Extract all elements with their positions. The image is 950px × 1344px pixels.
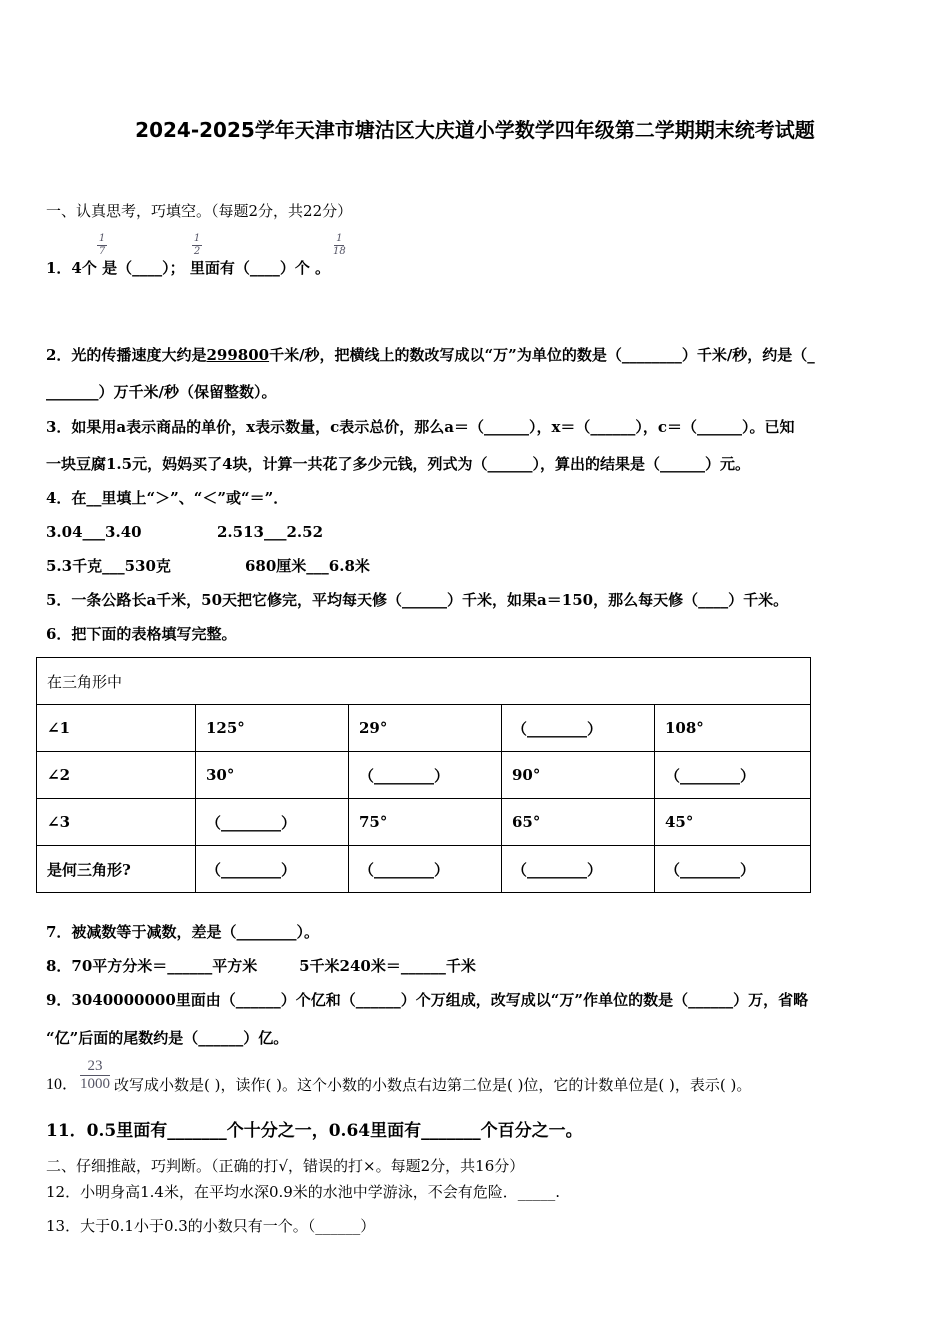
question-6: 6．把下面的表格填写完整。: [46, 625, 237, 643]
table-row: [37, 799, 811, 846]
table-cell: 90°: [502, 752, 655, 799]
question-10: 改写成小数是( )，读作( )。这个小数的小数点右边第二位是( )位，它的计数单位是( )，表示( )。: [114, 1076, 752, 1094]
table-header: 在三角形中: [37, 658, 811, 705]
table-cell: ∠2: [37, 752, 196, 799]
fraction-numerator: 23: [87, 1058, 103, 1074]
table-cell: （________）: [655, 846, 811, 893]
question-2-line-2: _______）万千米/秒（保留整数）。: [46, 383, 277, 401]
fraction-1-2: 1 2: [193, 233, 201, 257]
table-cell: 30°: [196, 752, 349, 799]
q2-post: 千米/秒，把横线上的数改写成以“万”为单位的数是（________）千米/秒，约是（_: [269, 346, 815, 364]
table-cell: （________）: [196, 799, 349, 846]
triangle-angle-table: [36, 657, 811, 893]
table-row: [37, 752, 811, 799]
table-cell: 75°: [349, 799, 502, 846]
question-12: 12．小明身高1.4米，在平均水深0.9米的水池中学游泳，不会有危险．_____.: [46, 1183, 561, 1201]
table-cell: 108°: [655, 705, 811, 752]
q10-number: 10．: [46, 1076, 79, 1093]
question-11: 11．0.5里面有_______个十分之一，0.64里面有_______个百分之一。: [46, 1121, 583, 1141]
table-row: [37, 705, 811, 752]
table-cell: 是何三角形?: [37, 846, 196, 893]
table-cell: 29°: [349, 705, 502, 752]
table-cell: 45°: [655, 799, 811, 846]
question-4: 4．在__里填上“＞”、“＜”或“＝”．: [46, 489, 289, 507]
section-1-heading: 一、认真思考，巧填空。（每题2分，共22分）: [46, 202, 353, 220]
fraction-denominator: 1000: [80, 1076, 110, 1092]
table-cell: （________）: [349, 752, 502, 799]
table-cell: ∠3: [37, 799, 196, 846]
q4-item: 3.04___3.40: [46, 523, 142, 541]
q4-item: 680厘米___6.8米: [245, 557, 370, 575]
fraction-23-1000: [80, 1058, 110, 1093]
table-cell: 125°: [196, 705, 349, 752]
question-2-line-1: [46, 345, 815, 365]
table-cell: ∠1: [37, 705, 196, 752]
section-2-heading: 二、仔细推敲，巧判断。（正确的打√，错误的打×。每题2分，共16分）: [46, 1157, 525, 1175]
table-cell: 65°: [502, 799, 655, 846]
table-cell: （________）: [655, 752, 811, 799]
q4-item: 2.513___2.52: [217, 523, 324, 541]
question-3-line-2: 一块豆腐1.5元，妈妈买了4块，计算一共花了多少元钱，列式为（______），算出的结果是（______）元。: [46, 455, 751, 473]
q2-pre: 2．光的传播速度大约是: [46, 346, 207, 364]
table-cell: （________）: [502, 846, 655, 893]
page-title: 2024-2025学年天津市塘沽区大庆道小学数学四年级第二学期期末统考试题: [135, 118, 815, 142]
fraction-1-7: 1 7: [98, 233, 106, 257]
question-7: 7．被减数等于减数，差是（________）。: [46, 923, 319, 941]
question-5: 5．一条公路长a千米，50天把它修完，平均每天修（______）千米，如果a＝150，那么每天修（____）千米。: [46, 591, 789, 609]
question-9-line-2: “亿”后面的尾数约是（______）亿。: [46, 1029, 289, 1047]
table-cell: （________）: [502, 705, 655, 752]
question-1: 1．4个 是（____）； 里面有（____）个 。: [46, 259, 331, 277]
question-9-line-1: 9．3040000000里面由（______）个亿和（______）个万组成，改写成以“万”作单位的数是（______）万，省略: [46, 991, 809, 1009]
question-3-line-1: 3．如果用a表示商品的单价，x表示数量，c表示总价，那么a＝（______），x＝（______），c＝（______）。已知: [46, 418, 795, 436]
q2-underlined: 299800: [206, 346, 270, 364]
table-row: [37, 846, 811, 893]
table-cell: （________）: [349, 846, 502, 893]
table-cell: （________）: [196, 846, 349, 893]
q4-item: 5.3千克___530克: [46, 557, 171, 575]
question-8: 8．70平方分米＝______平方米 5千米240米＝______千米: [46, 957, 476, 975]
question-13: 13．大于0.1小于0.3的小数只有一个。（______）: [46, 1217, 376, 1235]
fraction-1-18: 1 18: [333, 233, 346, 257]
